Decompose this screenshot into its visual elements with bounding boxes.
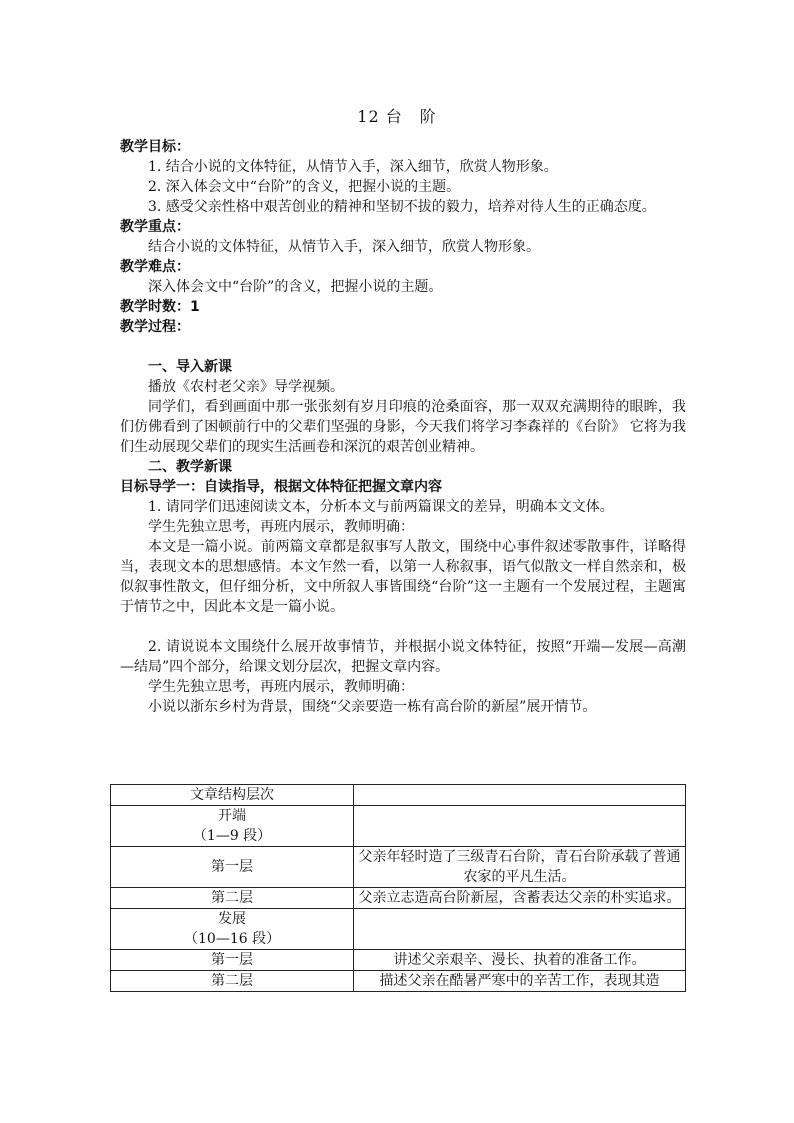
question-2-step: 学生先独立思考，再班内展示，教师明确： bbox=[148, 679, 414, 695]
table-row bbox=[111, 971, 686, 992]
table-cell-description: 父亲立志造高台阶新屋，含蓄表达父亲的朴实追求。 bbox=[354, 888, 686, 909]
key-point-text: 结合小说的文体特征，从情节入手，深入细节，欣赏人物形象。 bbox=[148, 239, 540, 255]
question-1-step: 学生先独立思考，再班内展示，教师明确： bbox=[148, 519, 414, 535]
objectives-heading: 教学目标： bbox=[120, 139, 190, 155]
table-row bbox=[111, 909, 686, 950]
table-cell-section: 第一层 bbox=[111, 847, 354, 888]
objective-item-1: 1. 结合小说的文体特征，从情节入手，深入细节，欣赏人物形象。 bbox=[148, 159, 558, 175]
table-cell-description: 讲述父亲艰辛、漫长、执着的准备工作。 bbox=[354, 950, 686, 971]
section-1-paragraph-2: 同学们，看到画面中那一张张刻有岁月印痕的沧桑面容，那一双双充满期待的眼眸，我们仿佛看到了困顿前行中的父辈们坚强的身影，今天我们将学习李森祥的《台阶》 它将为我们生动展现父辈们的现实生活画卷和深沉的艰苦创业精神。 bbox=[120, 399, 686, 455]
table-cell-description: 描述父亲在酷暑严寒中的辛苦工作，表现其造 bbox=[354, 971, 686, 992]
table-row bbox=[111, 806, 686, 847]
table-header-row bbox=[111, 785, 686, 806]
question-2: 2. 请说说本文围绕什么展开故事情节，并根据小说文体特征，按照“开端—发展—高潮—结局”四个部分，给课文划分层次，把握文章内容。 bbox=[120, 639, 686, 675]
table-cell-description bbox=[354, 909, 686, 950]
difficulty-heading: 教学难点： bbox=[120, 259, 190, 275]
key-point-heading: 教学重点： bbox=[120, 219, 190, 235]
lesson-content bbox=[120, 137, 686, 717]
section-1-heading: 一、导入新课 bbox=[148, 359, 232, 375]
table-cell-section: 开端 （1—9 段） bbox=[111, 806, 354, 847]
table-cell-description: 父亲年轻时造了三级青石台阶，青石台阶承载了普通农家的平凡生活。 bbox=[354, 847, 686, 888]
structure-table bbox=[110, 784, 686, 992]
section-2-goal: 目标导学一：自读指导，根据文体特征把握文章内容 bbox=[120, 479, 442, 495]
difficulty-text: 深入体会文中“台阶”的含义，把握小说的主题。 bbox=[148, 279, 443, 295]
teaching-hours: 教学时数：1 bbox=[120, 299, 200, 315]
table-cell-section: 第二层 bbox=[111, 888, 354, 909]
table-cell-section: 发展 （10—16 段） bbox=[111, 909, 354, 950]
table-row bbox=[111, 950, 686, 971]
question-1: 1. 请同学们迅速阅读文本，分析本文与前两篇课文的差异，明确本文文体。 bbox=[148, 499, 614, 515]
question-2-answer: 小说以浙东乡村为背景，围绕“父亲要造一栋有高台阶的新屋”展开情节。 bbox=[148, 699, 597, 715]
objective-item-3: 3. 感受父亲性格中艰苦创业的精神和坚韧不拔的毅力，培养对待人生的正确态度。 bbox=[148, 199, 656, 215]
table-cell-section: 第一层 bbox=[111, 950, 354, 971]
page-title: 12 台 阶 bbox=[357, 107, 437, 126]
process-heading: 教学过程： bbox=[120, 319, 190, 335]
section-2-heading: 二、教学新课 bbox=[148, 459, 232, 475]
objective-item-2: 2. 深入体会文中“台阶”的含义，把握小说的主题。 bbox=[148, 179, 461, 195]
table-header-empty bbox=[354, 785, 686, 806]
table-header-cell: 文章结构层次 bbox=[111, 785, 354, 806]
question-1-answer: 本文是一篇小说。前两篇文章都是叙事写人散文，围绕中心事件叙述零散事件，详略得当，表现文本的思想感情。本文乍然一看，以第一人称叙事，语气似散文一样自然亲和，极似叙事性散文，但仔细分析，文中所叙人事皆围绕“台阶”这一主题有一个发展过程，主题寓于情节之中，因此本文是一篇小说。 bbox=[120, 539, 686, 615]
table-cell-description bbox=[354, 806, 686, 847]
table-row bbox=[111, 847, 686, 888]
table-cell-section: 第二层 bbox=[111, 971, 354, 992]
table-row bbox=[111, 888, 686, 909]
section-1-paragraph-1: 播放《农村老父亲》导学视频。 bbox=[148, 379, 344, 395]
